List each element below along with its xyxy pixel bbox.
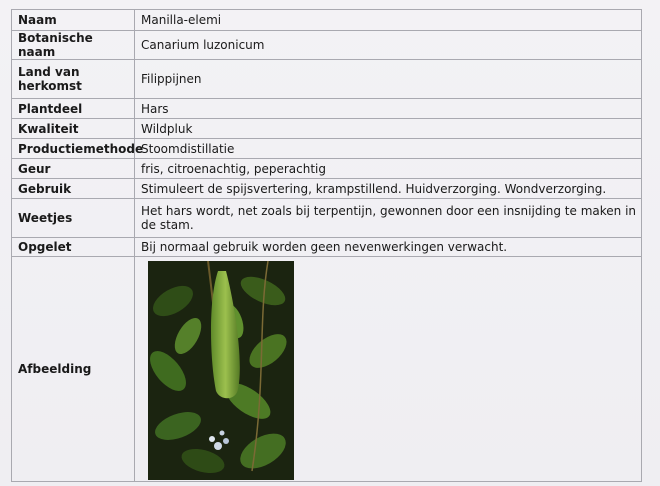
row-label-kwaliteit: Kwaliteit <box>12 119 135 139</box>
table-row <box>12 139 642 159</box>
row-value-opgelet: Bij normaal gebruik worden geen nevenwerkingen verwacht. <box>135 238 642 257</box>
table-row <box>12 31 642 60</box>
row-value-afbeelding <box>135 257 642 482</box>
row-value-land-van-herkomst: Filippijnen <box>135 60 642 99</box>
table-row <box>12 10 642 31</box>
row-label-productiemethode: Productiemethode <box>12 139 135 159</box>
row-label-opgelet: Opgelet <box>12 238 135 257</box>
row-label-plantdeel: Plantdeel <box>12 99 135 119</box>
info-table <box>11 9 642 482</box>
table-row <box>12 179 642 199</box>
row-label-weetjes: Weetjes <box>12 199 135 238</box>
row-label-geur: Geur <box>12 159 135 179</box>
row-label-afbeelding: Afbeelding <box>12 257 135 482</box>
row-value-botanische-naam: Canarium luzonicum <box>135 31 642 60</box>
row-label-botanische-naam: Botanische naam <box>12 31 135 60</box>
row-value-plantdeel: Hars <box>135 99 642 119</box>
row-value-kwaliteit: Wildpluk <box>135 119 642 139</box>
plant-photo <box>148 261 294 480</box>
row-value-geur: fris, citroenachtig, peperachtig <box>135 159 642 179</box>
table-row <box>12 257 642 482</box>
row-label-land-van-herkomst: Land van herkomst <box>12 60 135 99</box>
table-row <box>12 119 642 139</box>
row-value-gebruik: Stimuleert de spijsvertering, krampstillend. Huidverzorging. Wondverzorging. <box>135 179 642 199</box>
table-row <box>12 199 642 238</box>
row-value-weetjes: Het hars wordt, net zoals bij terpentijn, gewonnen door een insnijding te maken in de stam. <box>135 199 642 238</box>
row-value-productiemethode: Stoomdistillatie <box>135 139 642 159</box>
row-label-gebruik: Gebruik <box>12 179 135 199</box>
table-row <box>12 238 642 257</box>
table-row <box>12 99 642 119</box>
table-row <box>12 60 642 99</box>
table-row <box>12 159 642 179</box>
row-value-naam: Manilla-elemi <box>135 10 642 31</box>
row-label-naam: Naam <box>12 10 135 31</box>
